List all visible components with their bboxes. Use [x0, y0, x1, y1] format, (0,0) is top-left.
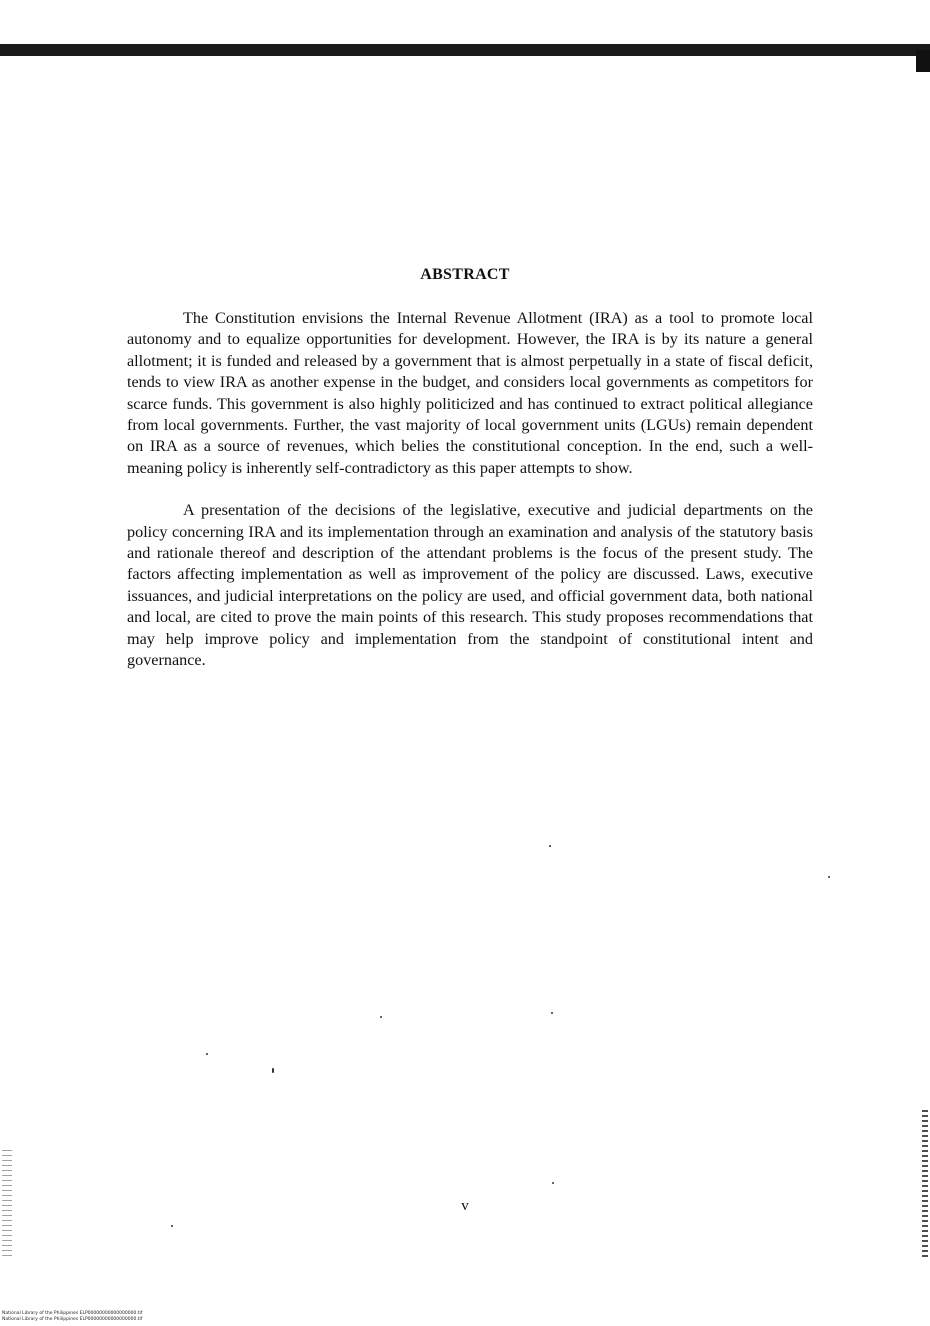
scan-speck: [551, 1012, 553, 1014]
library-stamp-line-2: National Library of the Philippines ELP00000000000000000.tif: [2, 1317, 143, 1322]
page-number: v: [461, 1198, 469, 1214]
scan-speck: [828, 876, 830, 878]
scan-speck: [171, 1225, 173, 1227]
library-stamp-line-1: National Library of the Philippines ELP00000000000000000.tif: [2, 1311, 143, 1316]
abstract-paragraph-2: A presentation of the decisions of the legislative, executive and judicial departments on the policy concerning IRA and its implementation through an examination and analysis of the statutory basis and rationale thereof and description of the attendant problems is the focus of the present study. The factors affecting implementation as well as improvement of the policy are discussed. Laws, executive issuances, and judicial interpretations on the policy are used, and official government data, both national and local, are cited to prove the main points of this research. This study proposes recommendations that may help improve policy and implementation from the standpoint of constitutional intent and governance.: [127, 501, 813, 670]
scan-speck: [380, 1016, 382, 1018]
abstract-paragraph-1: The Constitution envisions the Internal Revenue Allotment (IRA) as a tool to promote local autonomy and to equalize opportunities for development. However, the IRA is by its nature a general allotment; it is funded and released by a government that is almost perpetually in a state of fiscal deficit, tends to view IRA as another expense in the budget, and considers local governments as competitors for scarce funds. This government is also highly politicized and has continued to extract political allegiance from local governments. Further, the vast majority of local government units (LGUs) remain dependent on IRA as a source of revenues, which belies the constitutional conception. In the end, such a well-meaning policy is inherently self-contradictory as this paper attempts to show.: [127, 309, 813, 477]
scan-speck: [272, 1068, 274, 1073]
scan-speck: [552, 1182, 554, 1184]
scan-speck: [206, 1053, 208, 1055]
scan-corner-mark: [916, 50, 930, 72]
library-stamp: [2, 1311, 142, 1323]
abstract-body: [127, 308, 813, 693]
scan-top-border: [0, 44, 930, 56]
abstract-title: ABSTRACT: [420, 266, 510, 283]
scan-right-edge-noise: [922, 1110, 928, 1260]
scan-speck: [549, 845, 551, 847]
